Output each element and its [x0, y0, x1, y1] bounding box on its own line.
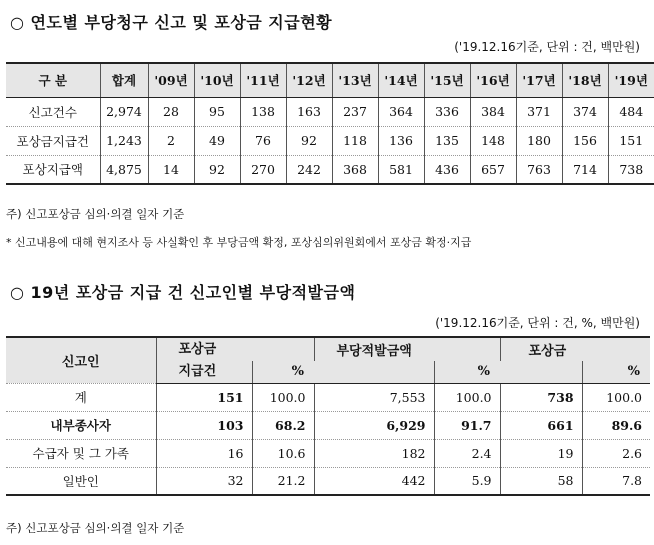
- table-row: [6, 97, 654, 126]
- cell: 336: [424, 97, 470, 126]
- cell-count-pct: 21.2: [252, 467, 314, 495]
- cell-award: 19: [500, 439, 582, 467]
- cell: 180: [516, 126, 562, 155]
- row-label: 신고건수: [6, 97, 100, 126]
- section2-title: ○ 19년 포상금 지급 건 신고인별 부당적발금액: [10, 283, 356, 302]
- header-fraud-amount: 부당적발금액: [314, 337, 500, 361]
- row-label: 계: [6, 383, 156, 411]
- cell-award-pct: 100.0: [582, 383, 650, 411]
- table-row: [6, 467, 650, 495]
- header-cell: '16년: [470, 63, 516, 97]
- header-award-pct: %: [582, 361, 650, 383]
- cell-fraud: 7,553: [314, 383, 434, 411]
- header-cell: '17년: [516, 63, 562, 97]
- table-row: [6, 411, 650, 439]
- section1-note: 주) 신고포상금 심의·의결 일자 기준: [6, 207, 185, 221]
- cell: 138: [240, 97, 286, 126]
- section2-note: 주) 신고포상금 심의·의결 일자 기준: [6, 521, 185, 535]
- cell: 92: [286, 126, 332, 155]
- header-fraud-pct: %: [434, 361, 500, 383]
- table-row: [6, 439, 650, 467]
- cell: 14: [148, 155, 194, 184]
- header-award-spacer: [500, 361, 582, 383]
- cell: 364: [378, 97, 424, 126]
- cell-award-pct: 89.6: [582, 411, 650, 439]
- table-header-row: [6, 337, 650, 361]
- header-cell: '19년: [608, 63, 654, 97]
- cell: 151: [608, 126, 654, 155]
- cell: 436: [424, 155, 470, 184]
- cell-count-pct: 10.6: [252, 439, 314, 467]
- cell: 156: [562, 126, 608, 155]
- section2-unit: ('19.12.16기준, 단위 : 건, %, 백만원): [435, 316, 640, 330]
- cell-fraud: 182: [314, 439, 434, 467]
- table-row: [6, 155, 654, 184]
- cell: 714: [562, 155, 608, 184]
- header-count-pct: %: [252, 361, 314, 383]
- cell-count-pct: 68.2: [252, 411, 314, 439]
- header-cell: '11년: [240, 63, 286, 97]
- table-row: [6, 383, 650, 411]
- cell-count: 103: [156, 411, 252, 439]
- header-cell: '09년: [148, 63, 194, 97]
- row-label: 일반인: [6, 467, 156, 495]
- cell-fraud-pct: 5.9: [434, 467, 500, 495]
- header-award-amount: 포상금: [500, 337, 650, 361]
- cell: 384: [470, 97, 516, 126]
- cell: 92: [194, 155, 240, 184]
- header-cell: '15년: [424, 63, 470, 97]
- cell: 4,875: [100, 155, 148, 184]
- cell-fraud-pct: 2.4: [434, 439, 500, 467]
- header-cell: 합계: [100, 63, 148, 97]
- cell: 242: [286, 155, 332, 184]
- row-label: 내부종사자: [6, 411, 156, 439]
- cell-count: 32: [156, 467, 252, 495]
- header-cell: '14년: [378, 63, 424, 97]
- row-label: 포상금지급건: [6, 126, 100, 155]
- cell: 2: [148, 126, 194, 155]
- header-cell: '12년: [286, 63, 332, 97]
- row-label: 포상지급액: [6, 155, 100, 184]
- cell-fraud: 6,929: [314, 411, 434, 439]
- cell-count: 151: [156, 383, 252, 411]
- cell: 763: [516, 155, 562, 184]
- cell: 28: [148, 97, 194, 126]
- table-row: [6, 126, 654, 155]
- section1-title: ○ 연도별 부당청구 신고 및 포상금 지급현황: [10, 13, 333, 32]
- header-fraud-spacer: [314, 361, 434, 383]
- cell-count: 16: [156, 439, 252, 467]
- cell: 163: [286, 97, 332, 126]
- header-cell: '18년: [562, 63, 608, 97]
- cell: 2,974: [100, 97, 148, 126]
- header-award-count-line1: 포상금: [178, 342, 217, 357]
- cell-fraud-pct: 100.0: [434, 383, 500, 411]
- cell-award-pct: 7.8: [582, 467, 650, 495]
- cell-award: 738: [500, 383, 582, 411]
- cell-count-pct: 100.0: [252, 383, 314, 411]
- yearly-report-table: [6, 62, 654, 185]
- header-cell: '13년: [332, 63, 378, 97]
- cell: 738: [608, 155, 654, 184]
- reporter-fraud-table: [6, 336, 650, 496]
- cell: 135: [424, 126, 470, 155]
- header-award-count: [156, 337, 314, 361]
- cell: 368: [332, 155, 378, 184]
- cell: 1,243: [100, 126, 148, 155]
- cell-fraud: 442: [314, 467, 434, 495]
- cell: 49: [194, 126, 240, 155]
- section1-unit: ('19.12.16기준, 단위 : 건, 백만원): [454, 40, 640, 54]
- cell-award-pct: 2.6: [582, 439, 650, 467]
- cell: 371: [516, 97, 562, 126]
- header-cell: '10년: [194, 63, 240, 97]
- cell: 374: [562, 97, 608, 126]
- cell-award: 661: [500, 411, 582, 439]
- row-label: 수급자 및 그 가족: [6, 439, 156, 467]
- table-header-row: [6, 63, 654, 97]
- cell: 148: [470, 126, 516, 155]
- cell: 657: [470, 155, 516, 184]
- cell: 76: [240, 126, 286, 155]
- section1-footnote: * 신고내용에 대해 현지조사 등 사실확인 후 부당금액 확정, 포상심의위원회에서 포상금 확정·지급: [6, 236, 472, 249]
- cell: 581: [378, 155, 424, 184]
- cell: 237: [332, 97, 378, 126]
- cell: 136: [378, 126, 424, 155]
- header-cell: 구 분: [6, 63, 100, 97]
- cell: 95: [194, 97, 240, 126]
- cell-award: 58: [500, 467, 582, 495]
- cell: 270: [240, 155, 286, 184]
- cell: 118: [332, 126, 378, 155]
- header-award-count-line2: 지급건: [156, 361, 252, 383]
- cell-fraud-pct: 91.7: [434, 411, 500, 439]
- cell: 484: [608, 97, 654, 126]
- header-reporter: 신고인: [61, 354, 100, 370]
